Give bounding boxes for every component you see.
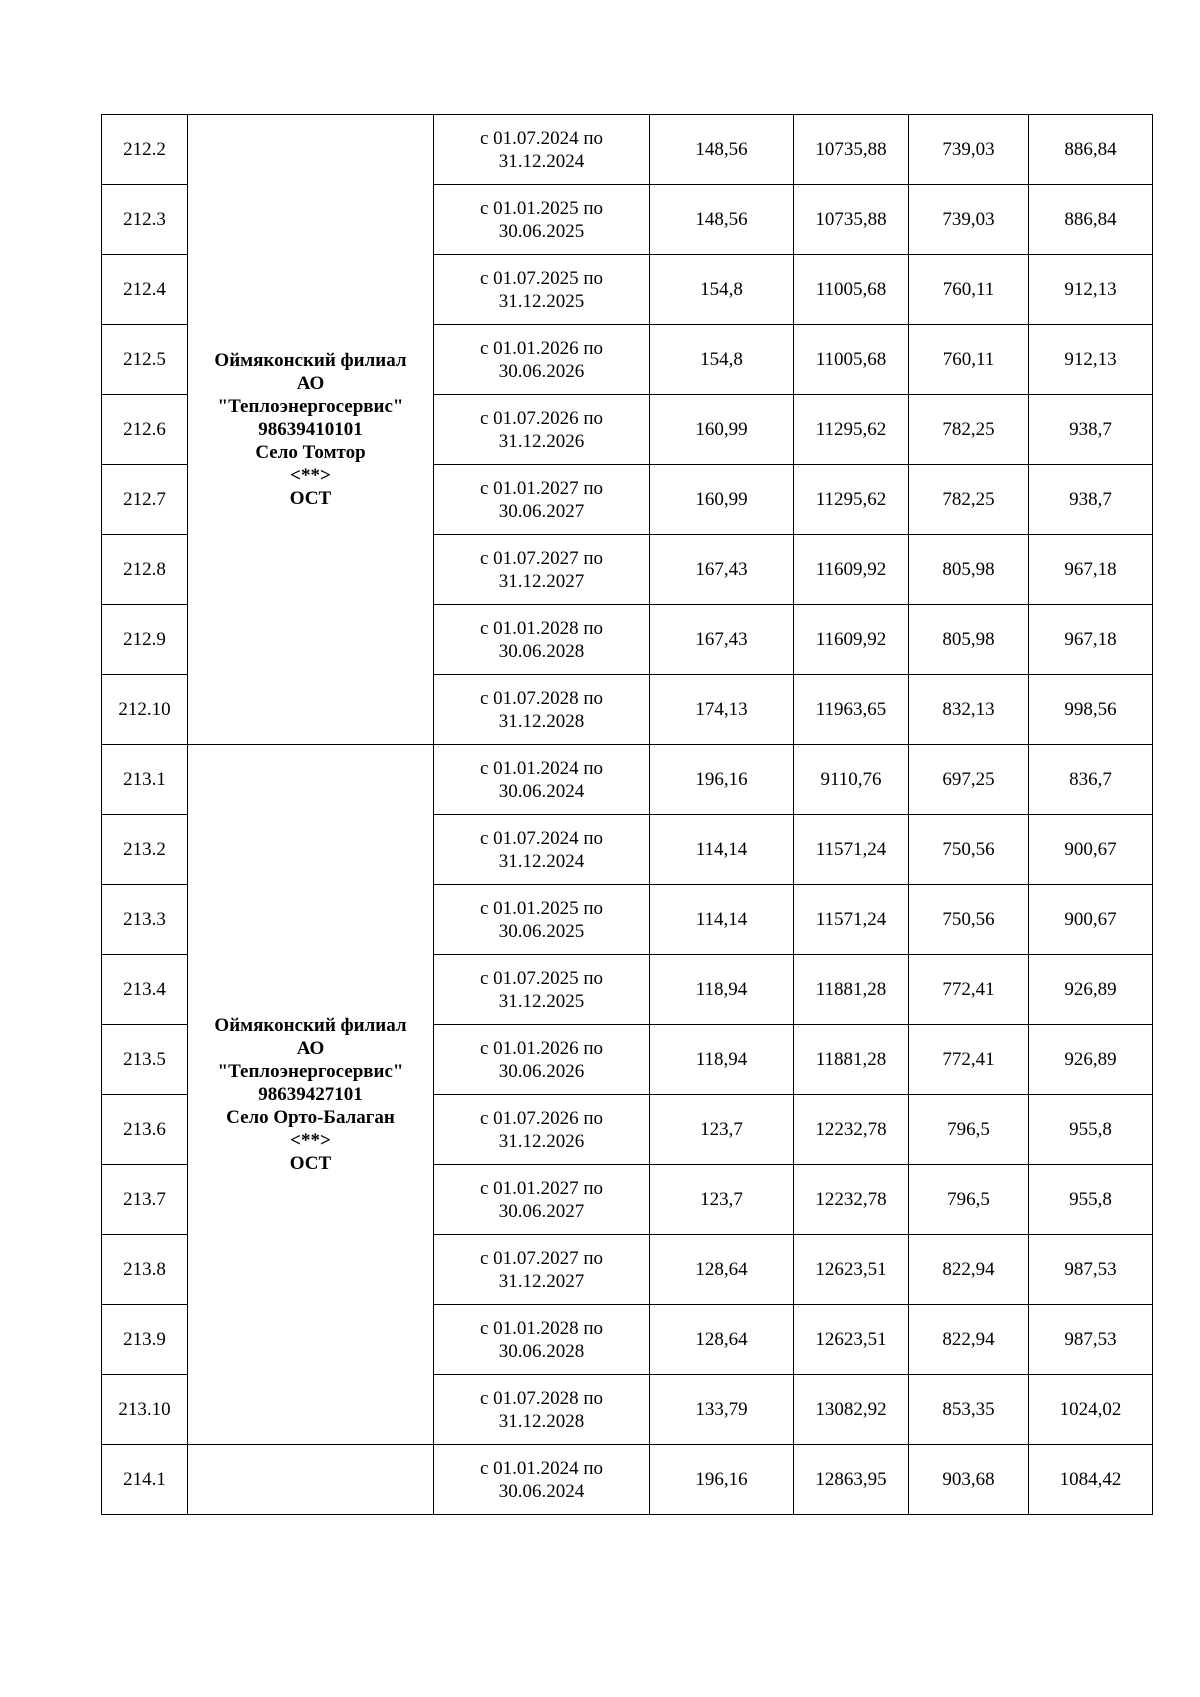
value-cell-3: 832,13 [909,675,1029,745]
value-cell-3: 805,98 [909,605,1029,675]
value-cell-1: 123,7 [650,1095,794,1165]
organization-line: Село Томтор [255,442,366,463]
value-cell-4: 926,89 [1029,955,1153,1025]
period-cell [434,1165,650,1235]
row-number-cell: 213.2 [102,815,188,885]
organization-line: ОСТ [289,488,332,509]
value-cell-3: 822,94 [909,1235,1029,1305]
organization-cell [188,745,434,1445]
period-cell [434,605,650,675]
value-cell-3: 782,25 [909,395,1029,465]
period-end: 31.12.2027 [498,570,585,592]
period-end: 30.06.2024 [498,1480,585,1502]
period-cell [434,1095,650,1165]
value-cell-1: 118,94 [650,955,794,1025]
period-cell [434,675,650,745]
value-cell-4: 900,67 [1029,815,1153,885]
value-cell-2: 11881,28 [794,1025,909,1095]
value-cell-1: 128,64 [650,1235,794,1305]
period-cell [434,885,650,955]
period-end: 31.12.2025 [498,290,585,312]
value-cell-3: 739,03 [909,185,1029,255]
organization-line: <**> [290,465,331,486]
period-end: 30.06.2026 [498,1060,585,1082]
value-cell-1: 123,7 [650,1165,794,1235]
period-start: с 01.07.2027 по [479,547,604,569]
period-cell [434,1235,650,1305]
value-cell-1: 128,64 [650,1305,794,1375]
organization-line: ОСТ [289,1153,332,1174]
period-end: 30.06.2027 [498,500,585,522]
tariff-table [101,114,1153,1515]
row-number-cell: 212.6 [102,395,188,465]
period-end: 30.06.2026 [498,360,585,382]
period-start: с 01.07.2025 по [479,967,604,989]
value-cell-4: 987,53 [1029,1235,1153,1305]
value-cell-2: 11609,92 [794,605,909,675]
value-cell-3: 782,25 [909,465,1029,535]
value-cell-4: 998,56 [1029,675,1153,745]
value-cell-2: 12863,95 [794,1445,909,1515]
period-start: с 01.07.2027 по [479,1247,604,1269]
value-cell-2: 11609,92 [794,535,909,605]
organization-line: Оймяконский филиал [214,1015,407,1036]
period-start: с 01.01.2027 по [479,1177,604,1199]
value-cell-3: 805,98 [909,535,1029,605]
value-cell-1: 167,43 [650,605,794,675]
organization-line: 98639427101 [258,1084,363,1105]
value-cell-4: 938,7 [1029,465,1153,535]
value-cell-3: 697,25 [909,745,1029,815]
row-number-cell: 212.10 [102,675,188,745]
period-cell [434,115,650,185]
row-number-cell: 212.8 [102,535,188,605]
value-cell-1: 196,16 [650,745,794,815]
period-end: 31.12.2026 [498,1130,585,1152]
period-end: 30.06.2028 [498,1340,585,1362]
row-number-cell: 212.4 [102,255,188,325]
table-row [102,115,1153,185]
value-cell-3: 796,5 [909,1165,1029,1235]
value-cell-4: 1084,42 [1029,1445,1153,1515]
period-start: с 01.07.2025 по [479,267,604,289]
value-cell-4: 955,8 [1029,1095,1153,1165]
table-row [102,1445,1153,1515]
value-cell-2: 11963,65 [794,675,909,745]
period-cell [434,185,650,255]
row-number-cell: 213.1 [102,745,188,815]
value-cell-1: 118,94 [650,1025,794,1095]
value-cell-1: 196,16 [650,1445,794,1515]
value-cell-2: 11571,24 [794,815,909,885]
value-cell-2: 10735,88 [794,185,909,255]
row-number-cell: 212.5 [102,325,188,395]
organization-line: АО [296,1038,325,1059]
period-end: 31.12.2025 [498,990,585,1012]
value-cell-1: 154,8 [650,255,794,325]
organization-cell [188,115,434,745]
period-start: с 01.07.2028 по [479,1387,604,1409]
value-cell-3: 750,56 [909,885,1029,955]
period-end: 31.12.2027 [498,1270,585,1292]
period-cell [434,1375,650,1445]
value-cell-2: 11005,68 [794,325,909,395]
value-cell-1: 148,56 [650,185,794,255]
row-number-cell: 213.3 [102,885,188,955]
row-number-cell: 213.7 [102,1165,188,1235]
value-cell-2: 9110,76 [794,745,909,815]
value-cell-1: 167,43 [650,535,794,605]
period-start: с 01.01.2028 по [479,617,604,639]
value-cell-3: 739,03 [909,115,1029,185]
value-cell-4: 967,18 [1029,605,1153,675]
value-cell-1: 154,8 [650,325,794,395]
value-cell-1: 148,56 [650,115,794,185]
row-number-cell: 213.4 [102,955,188,1025]
value-cell-2: 13082,92 [794,1375,909,1445]
organization-line: "Теплоэнергосервис" [217,396,404,417]
period-end: 30.06.2028 [498,640,585,662]
value-cell-2: 10735,88 [794,115,909,185]
row-number-cell: 213.5 [102,1025,188,1095]
value-cell-3: 772,41 [909,955,1029,1025]
period-start: с 01.01.2024 по [479,757,604,779]
period-start: с 01.07.2028 по [479,687,604,709]
row-number-cell: 213.8 [102,1235,188,1305]
period-start: с 01.07.2024 по [479,827,604,849]
value-cell-1: 160,99 [650,395,794,465]
value-cell-2: 12232,78 [794,1095,909,1165]
period-cell [434,535,650,605]
value-cell-1: 160,99 [650,465,794,535]
value-cell-3: 822,94 [909,1305,1029,1375]
period-start: с 01.01.2025 по [479,897,604,919]
period-cell [434,1025,650,1095]
period-start: с 01.01.2025 по [479,197,604,219]
organization-line: <**> [290,1130,331,1151]
organization-line: Оймяконский филиал [214,350,407,371]
value-cell-4: 886,84 [1029,185,1153,255]
row-number-cell: 212.2 [102,115,188,185]
value-cell-4: 912,13 [1029,255,1153,325]
organization-line: 98639410101 [258,419,363,440]
value-cell-3: 772,41 [909,1025,1029,1095]
value-cell-2: 12232,78 [794,1165,909,1235]
tariff-table-body [102,115,1153,1515]
period-end: 31.12.2026 [498,430,585,452]
period-cell [434,255,650,325]
value-cell-2: 11295,62 [794,395,909,465]
period-cell [434,1305,650,1375]
period-end: 30.06.2027 [498,1200,585,1222]
period-end: 30.06.2024 [498,780,585,802]
value-cell-1: 114,14 [650,815,794,885]
period-cell [434,395,650,465]
value-cell-1: 133,79 [650,1375,794,1445]
period-end: 30.06.2025 [498,920,585,942]
table-row [102,745,1153,815]
value-cell-4: 967,18 [1029,535,1153,605]
period-end: 31.12.2024 [498,850,585,872]
period-cell [434,745,650,815]
value-cell-2: 12623,51 [794,1305,909,1375]
row-number-cell: 213.10 [102,1375,188,1445]
period-end: 31.12.2028 [498,710,585,732]
value-cell-1: 174,13 [650,675,794,745]
period-start: с 01.01.2026 по [479,1037,604,1059]
period-start: с 01.01.2028 по [479,1317,604,1339]
period-cell [434,325,650,395]
value-cell-4: 938,7 [1029,395,1153,465]
organization-cell [188,1445,434,1515]
period-cell [434,1445,650,1515]
value-cell-2: 11571,24 [794,885,909,955]
value-cell-4: 955,8 [1029,1165,1153,1235]
organization-line: АО [296,373,325,394]
value-cell-4: 987,53 [1029,1305,1153,1375]
organization-line: "Теплоэнергосервис" [217,1061,404,1082]
value-cell-2: 11295,62 [794,465,909,535]
value-cell-1: 114,14 [650,885,794,955]
period-cell [434,955,650,1025]
period-start: с 01.07.2026 по [479,407,604,429]
value-cell-4: 836,7 [1029,745,1153,815]
period-start: с 01.01.2027 по [479,477,604,499]
value-cell-3: 760,11 [909,255,1029,325]
value-cell-3: 853,35 [909,1375,1029,1445]
period-start: с 01.07.2026 по [479,1107,604,1129]
row-number-cell: 213.6 [102,1095,188,1165]
row-number-cell: 214.1 [102,1445,188,1515]
period-cell [434,815,650,885]
period-start: с 01.01.2026 по [479,337,604,359]
value-cell-4: 1024,02 [1029,1375,1153,1445]
period-cell [434,465,650,535]
value-cell-2: 11881,28 [794,955,909,1025]
value-cell-3: 796,5 [909,1095,1029,1165]
value-cell-2: 11005,68 [794,255,909,325]
row-number-cell: 212.7 [102,465,188,535]
value-cell-3: 750,56 [909,815,1029,885]
period-start: с 01.01.2024 по [479,1457,604,1479]
period-end: 31.12.2028 [498,1410,585,1432]
period-end: 30.06.2025 [498,220,585,242]
value-cell-4: 900,67 [1029,885,1153,955]
value-cell-4: 926,89 [1029,1025,1153,1095]
row-number-cell: 212.3 [102,185,188,255]
period-start: с 01.07.2024 по [479,127,604,149]
value-cell-2: 12623,51 [794,1235,909,1305]
period-end: 31.12.2024 [498,150,585,172]
value-cell-4: 912,13 [1029,325,1153,395]
row-number-cell: 212.9 [102,605,188,675]
value-cell-4: 886,84 [1029,115,1153,185]
row-number-cell: 213.9 [102,1305,188,1375]
value-cell-3: 760,11 [909,325,1029,395]
value-cell-3: 903,68 [909,1445,1029,1515]
organization-line: Село Орто-Балаган [226,1107,395,1128]
